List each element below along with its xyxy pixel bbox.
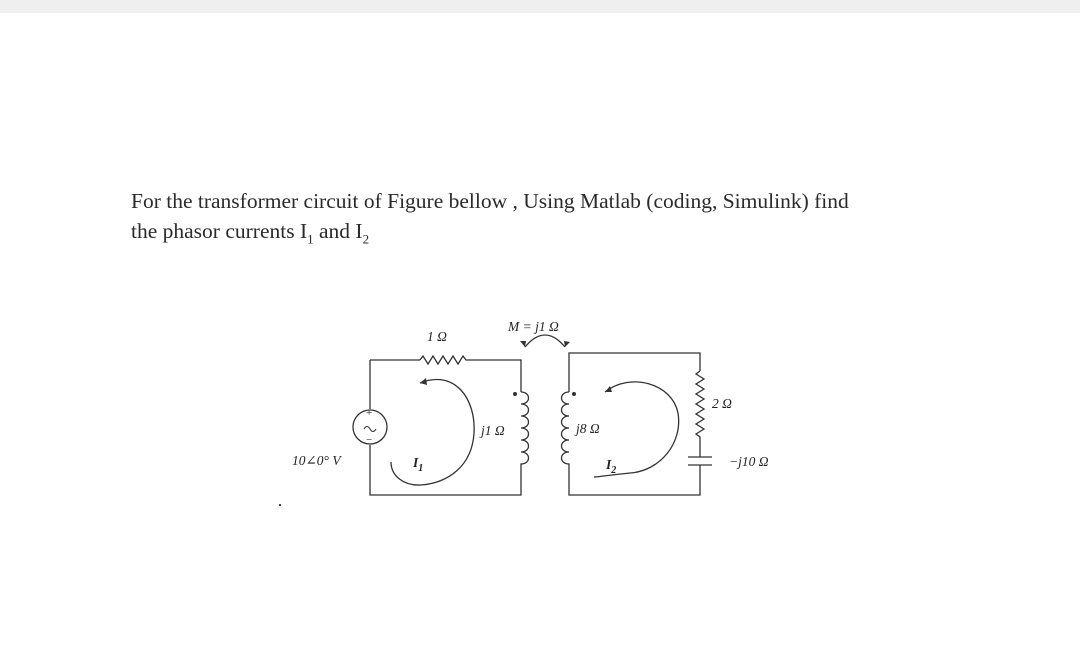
question-sub-1: 1 — [307, 231, 314, 247]
primary-inductor-symbol — [521, 392, 529, 467]
question-sub-2: 2 — [362, 231, 370, 247]
current-i1-subscript: 1 — [418, 463, 424, 474]
source-minus-sign: − — [366, 434, 373, 446]
mutual-label: M = j1 Ω — [508, 319, 559, 334]
secondary-inductor-label: j8 Ω — [576, 421, 600, 436]
current-i1-loop — [391, 379, 474, 485]
current-i2-label — [605, 457, 616, 476]
mutual-coupling-arc — [525, 335, 565, 347]
resistor-2-label: 2 Ω — [712, 396, 732, 411]
secondary-inductor-symbol — [562, 392, 570, 467]
current-i2-subscript: 2 — [611, 465, 617, 476]
circuit-diagram — [280, 305, 800, 515]
resistor-2-symbol — [696, 371, 704, 440]
question-line-2-prefix: the phasor currents I — [131, 219, 308, 243]
current-i1-label — [412, 455, 423, 474]
question-line-2-middle: and I — [313, 219, 363, 243]
question-line-1: For the transformer circuit of Figure bellow , Using Matlab (coding, Simulink) find — [131, 189, 849, 213]
resistor-1-label: 1 Ω — [427, 329, 447, 344]
current-i2-arrow — [605, 386, 612, 392]
dot-secondary — [572, 392, 576, 396]
top-bar — [0, 0, 1080, 13]
stray-dot — [279, 504, 281, 506]
resistor-1-symbol — [420, 356, 469, 364]
mutual-arrow-left — [520, 341, 526, 347]
question-line-2 — [131, 216, 991, 254]
current-i2-letter: I — [606, 457, 612, 472]
dot-primary — [513, 392, 517, 396]
circuit-figure — [280, 305, 800, 515]
current-i1-letter: I — [413, 455, 419, 470]
capacitor-label: −j10 Ω — [729, 454, 769, 469]
capacitor-plates — [688, 457, 712, 465]
primary-inductor-label: j1 Ω — [481, 423, 505, 438]
source-label: 10∠0° V — [292, 453, 341, 468]
primary-top-wire — [370, 360, 521, 392]
mutual-arrow-right — [564, 341, 570, 347]
voltage-source-tilde — [364, 427, 376, 432]
question-text — [131, 186, 991, 254]
current-i1-arrow — [420, 378, 427, 385]
source-plus-sign: + — [366, 407, 373, 419]
